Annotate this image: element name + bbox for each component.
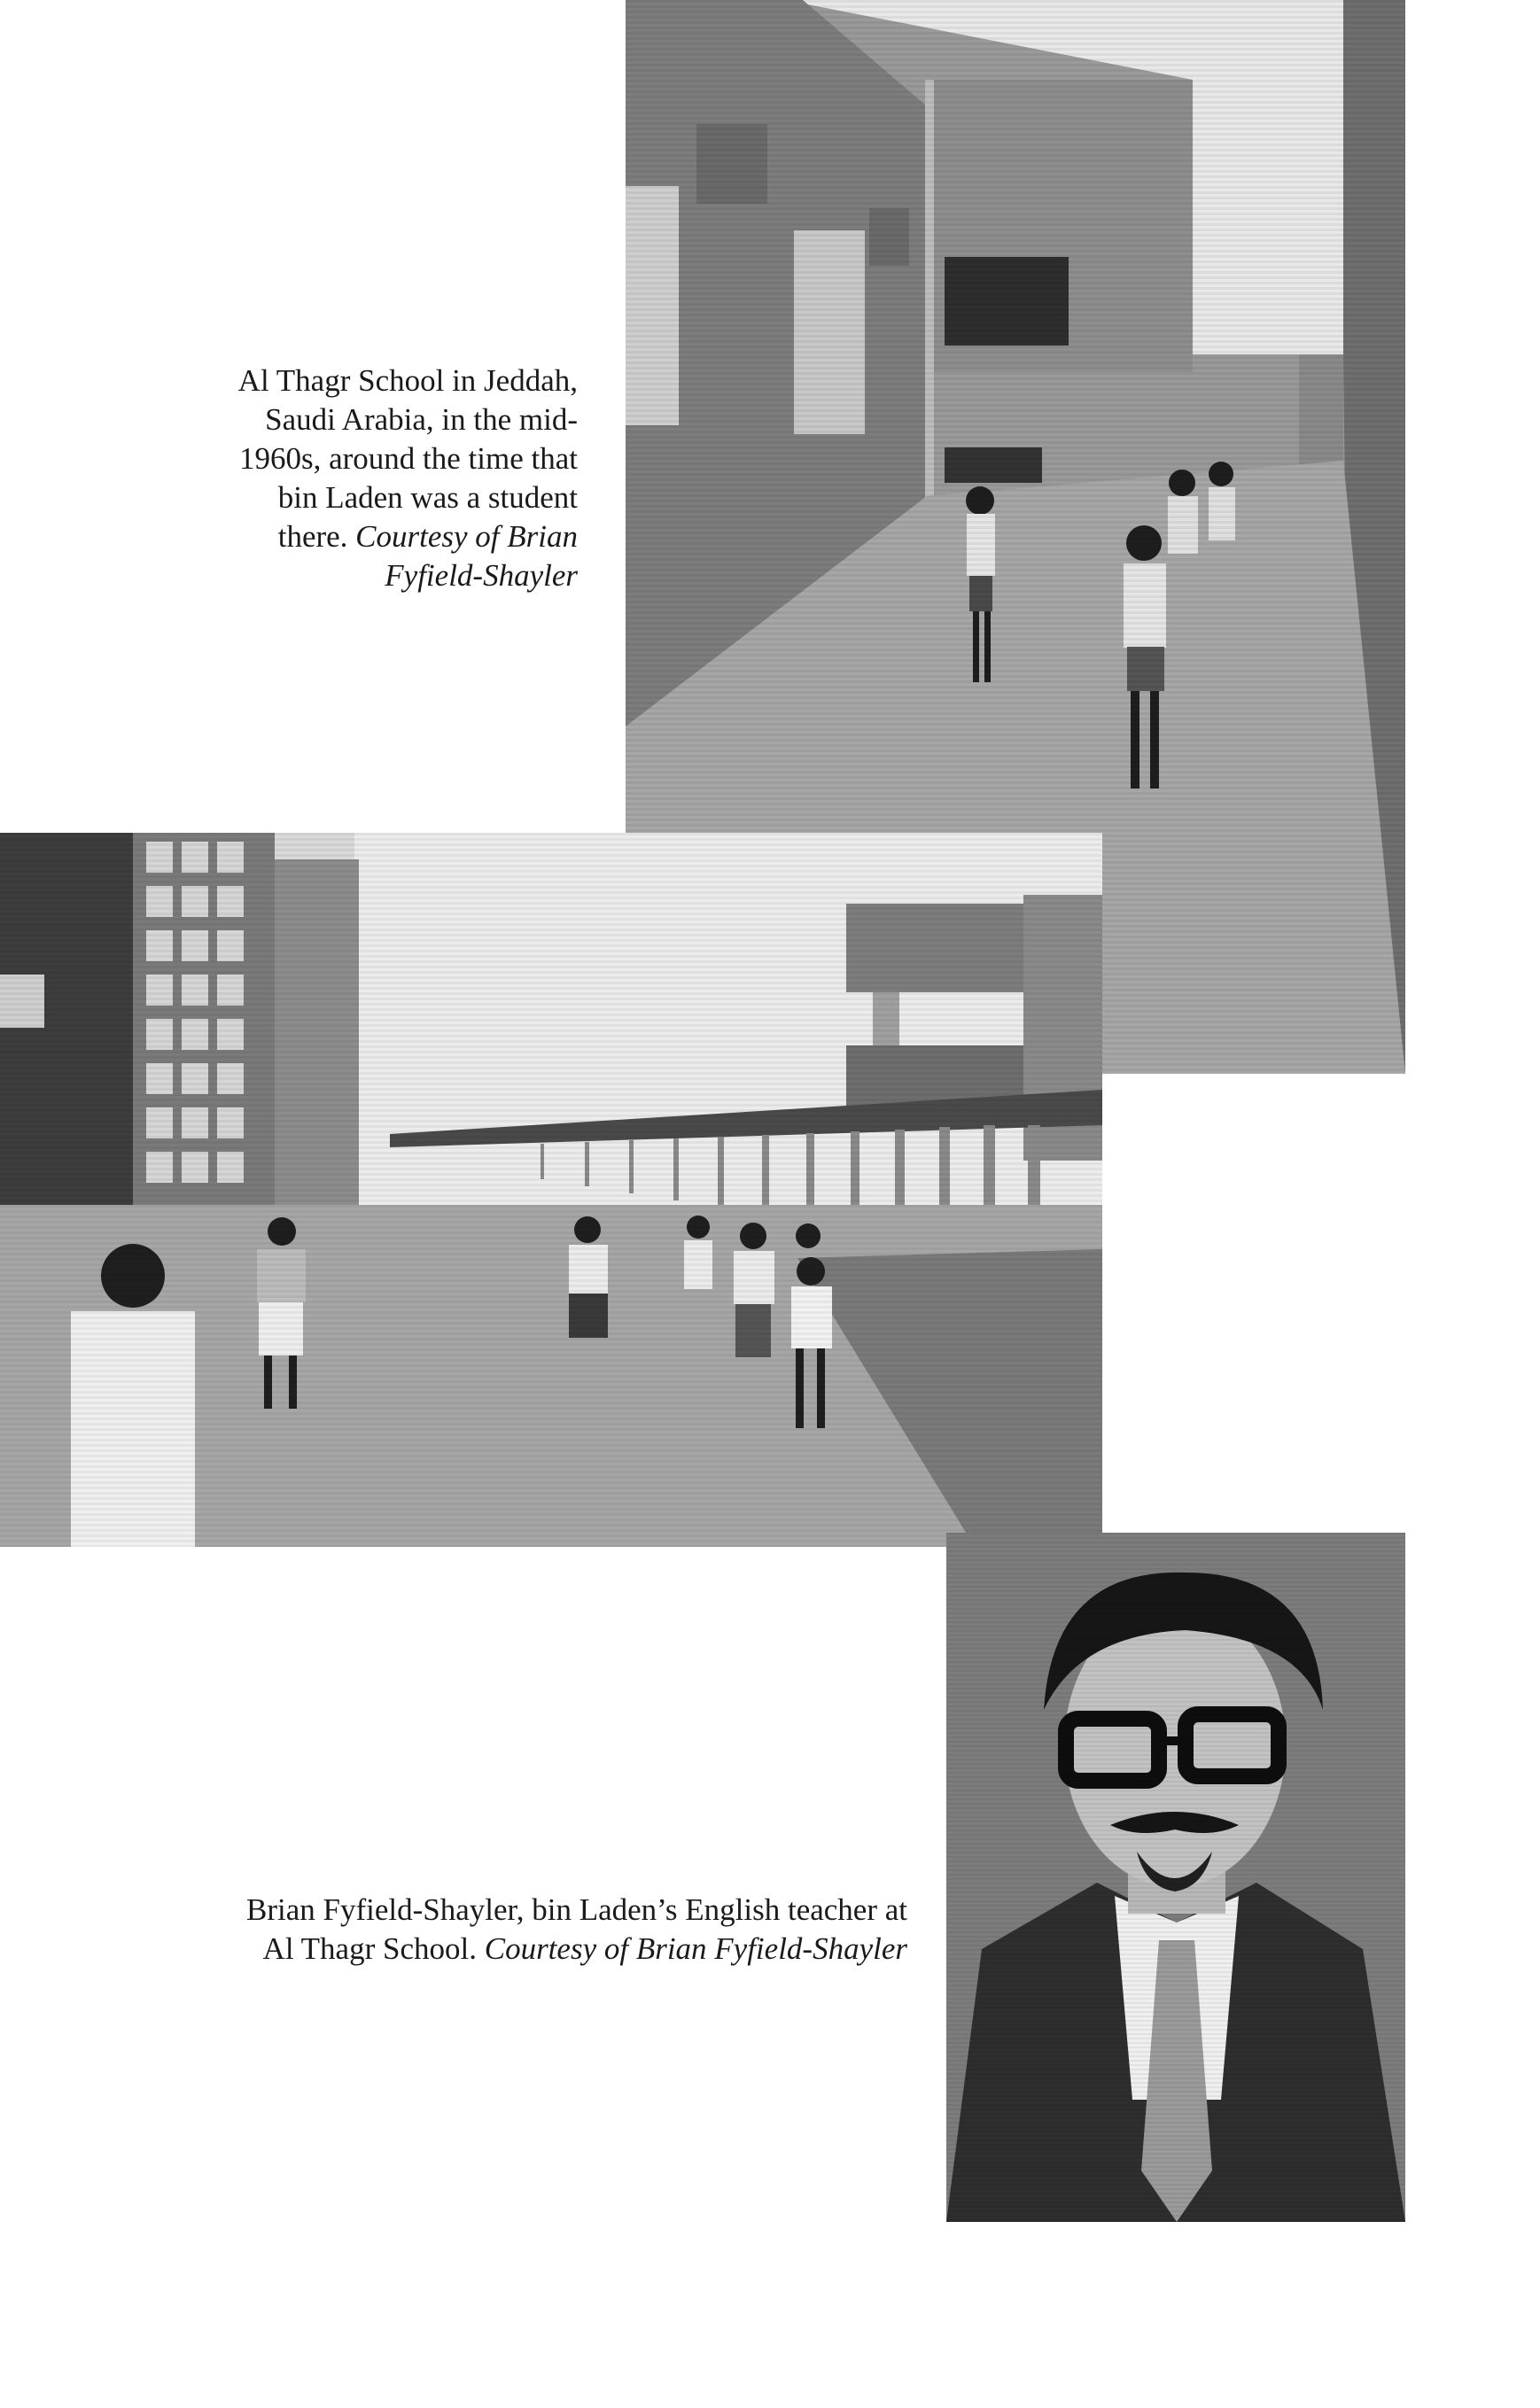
photo-credit: Courtesy of Brian	[355, 519, 578, 554]
teacher-photo-caption	[89, 1891, 907, 1969]
caption-line: there. Courtesy of Brian	[277, 519, 578, 554]
caption-line: Al Thagr School. Courtesy of Brian Fyfield-Shayler	[262, 1931, 907, 1966]
photo-credit: Fyfield-Shayler	[385, 558, 578, 593]
schoolyard-image	[0, 833, 1102, 1547]
teacher-portrait-photo	[946, 1533, 1405, 2222]
schoolyard-photo	[0, 833, 1102, 1547]
school-photo-caption	[159, 361, 578, 595]
caption-line: Al Thagr School in Jeddah,	[237, 363, 578, 398]
photo-credit: Courtesy of Brian Fyfield-Shayler	[484, 1931, 907, 1966]
caption-line: Saudi Arabia, in the mid-	[265, 402, 578, 437]
caption-line: Brian Fyfield-Shayler, bin Laden’s English teacher at	[245, 1892, 907, 1927]
caption-line: 1960s, around the time that	[238, 441, 578, 476]
teacher-portrait-image	[946, 1533, 1405, 2222]
caption-line: bin Laden was a student	[277, 480, 578, 515]
caption-line	[159, 556, 578, 595]
